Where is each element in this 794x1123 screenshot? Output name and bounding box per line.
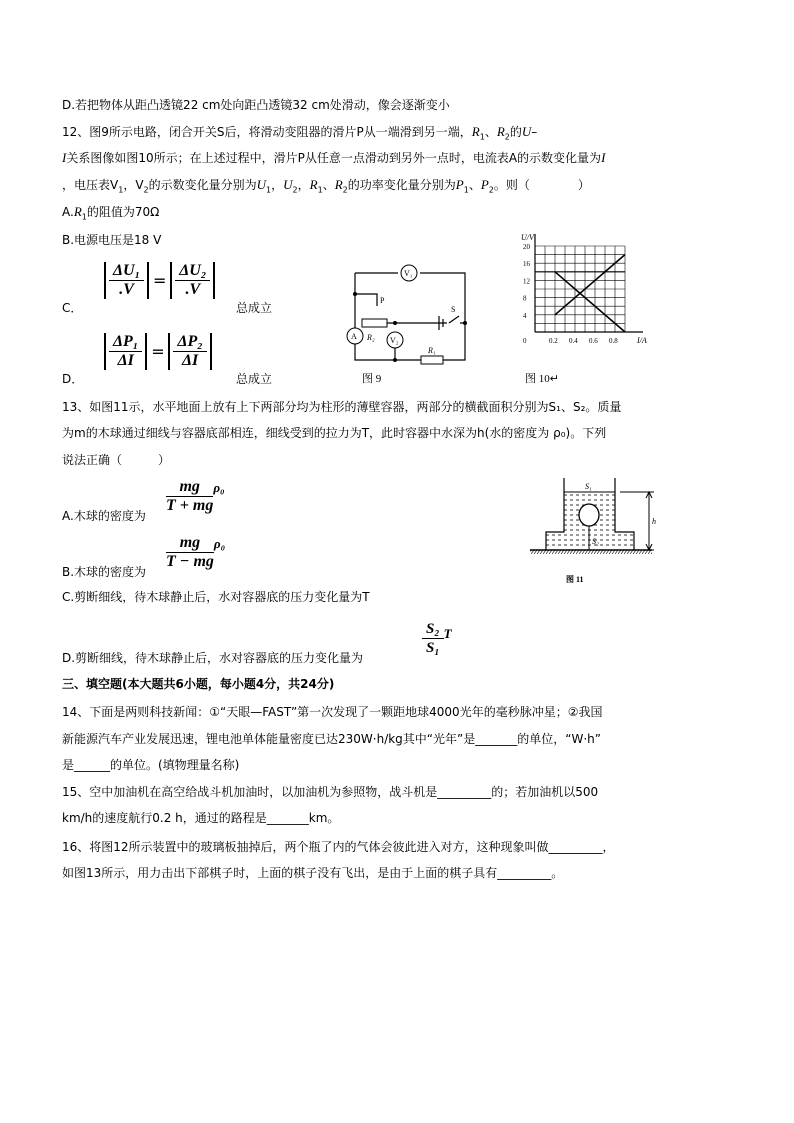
label-r2: R₂ [367,333,375,342]
x-tick-label: 0.4 [569,337,578,345]
q13-option-d-label: D.剪断细线，待木球静止后，水对容器底的压力变化量为 [62,651,364,665]
q12-option-d-suffix: 总成立 [236,372,273,386]
q15-line2: km/h的速度航行0.2 h，通过的路程是_______km。 [62,811,340,825]
q13-option-a-label: A.木球的密度为 [62,509,146,523]
q12-stem-line1: 12、图9所示电路，闭合开关S后，将滑动变阻器的滑片P从一端滑到另一端，$R_1$、$R_2$的U– [62,124,538,142]
q13-stem-line3: 说法正确（ ） [62,453,171,467]
q13-option-b-formula: $\frac{mg}{T - mg}$ ρ₀ [166,534,226,570]
q14-line1: 14、下面是两则科技新闻：①“天眼—FAST”第一次发现了一颗距地球4000光年的毫秒脉冲星；②我国 [62,705,603,719]
y-tick-label: 12 [523,277,530,286]
y-tick-label: 20 [523,243,530,251]
x-tick-label: 0.2 [549,337,558,345]
q16-line1: 16、将图12所示装置中的玻璃板抽掉后，两个瓶了内的气体会彼此进入对方，这种现象叫做_________， [62,840,615,854]
rheostat-r2 [362,319,387,327]
q13-option-a [62,478,225,524]
q13-option-b-label: B.木球的密度为 [62,565,147,579]
x-tick-label: 0.6 [589,337,598,345]
q12-option-b: B.电源电压是18 V [62,233,162,247]
q12-option-a: $A.R_1$的阻值为70Ω [62,204,160,222]
y-tick-label: 4 [523,311,527,320]
q12-stem-line2: I关系图像如图10所示；在上述过程中，滑片P从任意一点滑动到另外一点时，电流表A的示数变化量为I [62,150,606,165]
q15-line1: 15、空中加油机在高空给战斗机加油时，以加油机为参照物，战斗机是_________的；若加油机以500 [62,785,599,799]
q14-line3: 是______的单位。(填物理量名称) [62,758,240,772]
fig10-caption: 图 10↵ [525,373,559,385]
q12-option-d-label: D． [62,372,84,386]
fig9-caption: 图 9 [362,373,382,385]
q13-stem-line2: 为m的木球通过细线与容器底部相连，细线受到的拉力为T，此时容器中水深为h(水的密度为 ρ₀)。下列 [62,426,607,440]
origin-label: 0 [523,337,527,345]
label-s2: S₂ [592,537,599,546]
y-axis-label: U/V [521,233,534,242]
label-r1: R₁ [428,346,436,355]
circuit-diagram-fig9 [335,258,485,368]
q12-option-c [62,262,273,316]
y-tick-label: 8 [523,294,527,303]
q12-option-c-suffix: 总成立 [236,301,273,315]
q14-line2: 新能源汽车产业发展迅速，锂电池单体能量密度已达230W·h/kg其中“光年”是_______的单位，“W·h” [62,732,601,746]
series-line-rising [555,255,625,315]
ui-graph-fig10 [505,232,650,352]
q12-option-d-formula: $\frac{\text{ΔP₁}}{\Delta I}$ = $\frac{\text{ΔP₂}}{\Delta I}$ [104,333,212,370]
y-tick-label: 16 [523,260,530,269]
q13-option-a-formula: $\frac{mg}{T + mg}$ ρ₀ [166,478,225,514]
label-p: P [380,296,385,305]
label-a: A [351,332,357,341]
label-s1: S₁ [585,482,592,491]
q12-option-c-formula: $\frac{\text{ΔU₁}}{.V}$ = $\frac{\text{ΔU₂}}{.V}$ [104,262,215,299]
x-tick-label: 0.8 [609,337,618,345]
q13-stem-line1: 13、如图11示，水平地面上放有上下两部分均为柱形的薄壁容器，两部分的横截面积分别为S₁、S₂。质量 [62,400,622,414]
q12-option-d [62,333,273,387]
container-diagram-fig11 [528,478,658,588]
q13-option-c: C.剪断细线，待木球静止后，水对容器底的压力变化量为T [62,590,370,604]
q12-stem-line3: ，电压表$V_1$，$V_2$的示数变化量分别为$U_1$，$U_2$，$R_1$、$R_2$的功率变化量分别为$P_1$、$P_2$。则（ ） [62,177,590,195]
q12-option-c-label: C． [62,301,83,315]
label-v1: V₁ [404,269,413,278]
q13-option-d [62,621,452,666]
label-v2: V₂ [390,336,399,345]
q16-line2: 如图13所示，用力击出下部棋子时，上面的棋子没有飞出，是由于上面的棋子具有_________。 [62,866,564,880]
label-h: h [652,517,656,526]
q13-option-d-formula: $\frac{\text{S₂}}{\text{S₁}}$ T [422,620,452,657]
fig11-caption: 图 11 [566,575,584,584]
q11-option-d: D.若把物体从距凸透镜22 cm处向距凸透镜32 cm处滑动，像会逐渐变小 [62,98,450,112]
x-axis-label: I/A [637,336,647,345]
resistor-r1 [421,356,443,364]
series-line-falling [555,272,625,332]
section-3-heading: 三、填空题(本大题共6小题，每小题4分，共24分) [62,677,335,691]
label-s: S [451,305,456,314]
q13-option-b [62,534,226,580]
